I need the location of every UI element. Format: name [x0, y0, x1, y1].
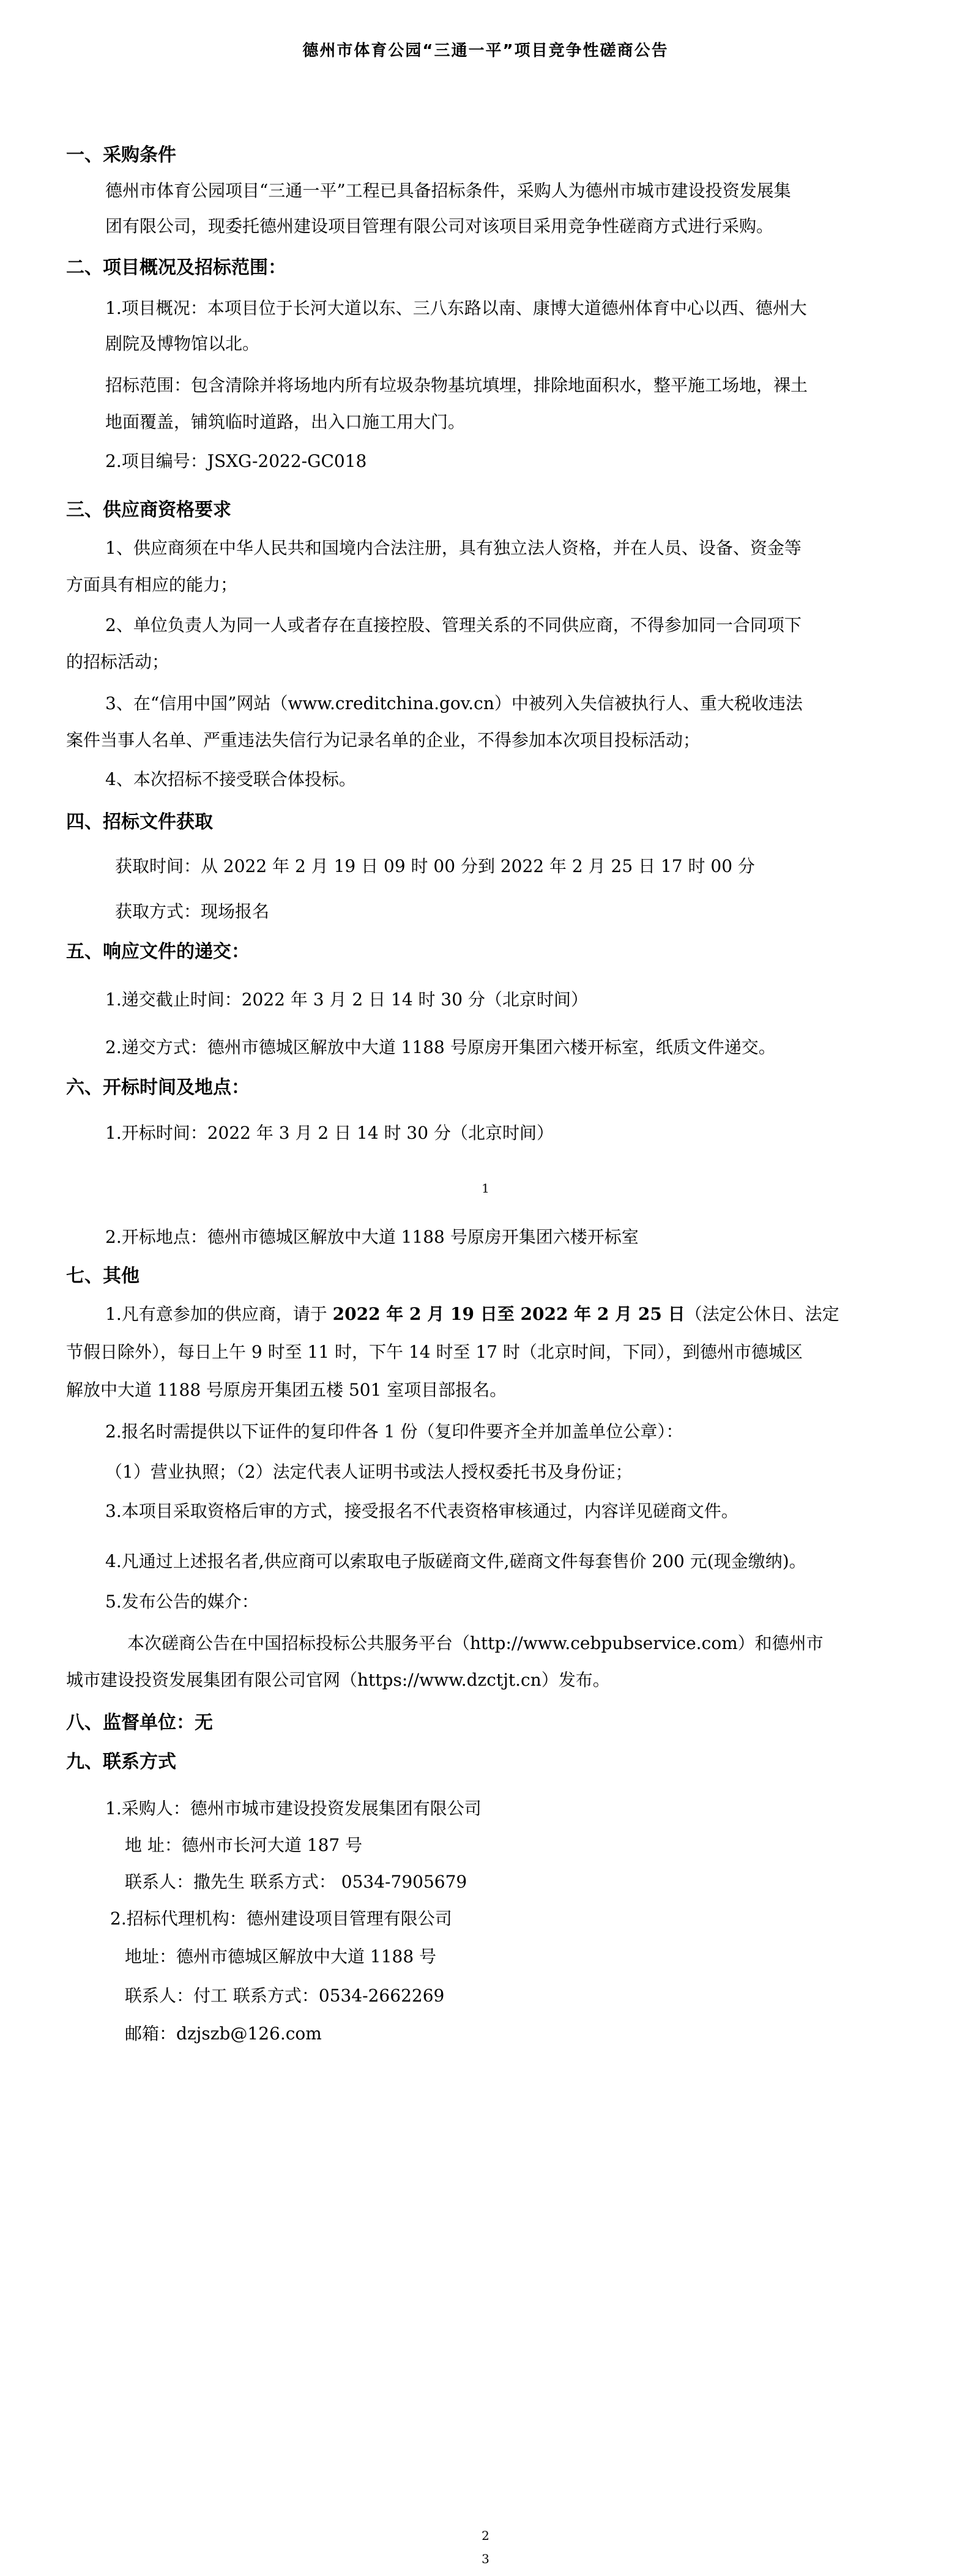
paragraph-line: 4.凡通过上述报名者,供应商可以索取电子版磋商文件,磋商文件每套售价 200 元(现金缴纳)。	[105, 1551, 806, 1571]
agency-contact: 联系人：付工 联系方式：0534-2662269	[125, 1986, 445, 2006]
paragraph-line: 招标范围：包含清除并将场地内所有垃圾杂物基坑填埋，排除地面积水，整平施工场地，裸土	[105, 375, 808, 395]
paragraph-line: （1）营业执照；（2）法定代表人证明书或法人授权委托书及身份证；	[105, 1462, 633, 1482]
agency-address: 地址：德州市德城区解放中大道 1188 号	[125, 1946, 437, 1967]
paragraph-line: 2、单位负责人为同一人或者存在直接控股、管理关系的不同供应商，不得参加同一合同项下	[105, 615, 802, 635]
paragraph-line: 城市建设投资发展集团有限公司官网（https://www.dzctjt.cn）发布。	[66, 1670, 610, 1690]
submission-deadline: 1.递交截止时间：2022 年 3 月 2 日 14 时 30 分（北京时间）	[105, 989, 588, 1010]
heading-procurement-conditions: 一、采购条件	[66, 144, 176, 166]
heading-other: 七、其他	[66, 1265, 140, 1287]
paragraph-line: 2.报名时需提供以下证件的复印件各 1 份（复印件要齐全并加盖单位公章）：	[105, 1421, 683, 1442]
page-number: 3	[482, 2552, 489, 2566]
paragraph-line: 团有限公司，现委托德州建设项目管理有限公司对该项目采用竞争性磋商方式进行采购。	[105, 216, 774, 236]
paragraph-line: 3.本项目采取资格后审的方式，接受报名不代表资格审核通过，内容详见磋商文件。	[105, 1501, 738, 1521]
heading-contact: 九、联系方式	[66, 1751, 176, 1773]
paragraph-line: 方面具有相应的能力；	[66, 575, 238, 595]
heading-supervision: 八、监督单位：无	[66, 1712, 213, 1733]
paragraph-line: 5.发布公告的媒介：	[105, 1591, 259, 1612]
bid-opening-location: 2.开标地点：德州市德城区解放中大道 1188 号原房开集团六楼开标室	[105, 1227, 639, 1247]
paragraph-line: 4、本次招标不接受联合体投标。	[105, 769, 356, 789]
paragraph-line: 本次磋商公告在中国招标投标公共服务平台（http://www.cebpubservice.com）和德州市	[127, 1633, 824, 1653]
paragraph-line: 案件当事人名单、严重违法失信行为记录名单的企业，不得参加本次项目投标活动；	[66, 730, 701, 750]
heading-supplier-qualifications: 三、供应商资格要求	[66, 499, 231, 521]
heading-response-submission: 五、响应文件的递交：	[66, 941, 250, 962]
acquisition-time: 获取时间：从 2022 年 2 月 19 日 09 时 00 分到 2022 年 2 月 25 日 17 时 00 分	[115, 856, 755, 876]
page-title: 德州市体育公园“三通一平”项目竞争性磋商公告	[302, 42, 669, 60]
heading-project-overview: 二、项目概况及招标范围：	[66, 257, 286, 278]
paragraph-line: 剧院及博物馆以北。	[105, 333, 260, 354]
project-number: 2.项目编号：JSXG-2022-GC018	[105, 451, 367, 471]
page-number: 2	[482, 2528, 489, 2543]
agency-email: 邮箱：dzjszb@126.com	[125, 2023, 322, 2044]
paragraph-line: 1、供应商须在中华人民共和国境内合法注册，具有独立法人资格，并在人员、设备、资金等	[105, 538, 802, 558]
submission-method: 2.递交方式：德州市德城区解放中大道 1188 号原房开集团六楼开标室，纸质文件递交。	[105, 1037, 776, 1057]
purchaser-contact: 联系人：撒先生 联系方式： 0534-7905679	[125, 1872, 467, 1892]
registration-period-line: 1.凡有意参加的供应商，请于 2022 年 2 月 19 日至 2022 年 2 月 25 日（法定公休日、法定	[105, 1304, 839, 1324]
paragraph-line: 1.项目概况：本项目位于长河大道以东、三八东路以南、康博大道德州体育中心以西、德州大	[105, 298, 807, 318]
paragraph-line: 3、在“信用中国”网站（www.creditchina.gov.cn）中被列入失信被执行人、重大税收违法	[105, 693, 803, 713]
purchaser: 1.采购人：德州市城市建设投资发展集团有限公司	[105, 1798, 482, 1818]
purchaser-address: 地 址：德州市长河大道 187 号	[125, 1835, 363, 1855]
registration-dates: 2022 年 2 月 19 日至 2022 年 2 月 25 日	[332, 1304, 685, 1324]
paragraph-line: 德州市体育公园项目“三通一平”工程已具备招标条件，采购人为德州市城市建设投资发展集	[105, 181, 791, 201]
paragraph-line: 节假日除外），每日上午 9 时至 11 时，下午 14 时至 17 时（北京时间，下同），到德州市德城区	[66, 1342, 803, 1362]
heading-bid-opening: 六、开标时间及地点：	[66, 1077, 250, 1098]
bid-opening-time: 1.开标时间：2022 年 3 月 2 日 14 时 30 分（北京时间）	[105, 1123, 554, 1143]
paragraph-line: 的招标活动；	[66, 652, 169, 672]
agency: 2.招标代理机构：德州建设项目管理有限公司	[110, 1908, 452, 1929]
page-number: 1	[482, 1181, 489, 1196]
paragraph-line: 地面覆盖，铺筑临时道路，出入口施工用大门。	[105, 412, 466, 432]
heading-document-acquisition: 四、招标文件获取	[66, 811, 213, 833]
acquisition-method: 获取方式：现场报名	[115, 901, 270, 921]
paragraph-line: 解放中大道 1188 号原房开集团五楼 501 室项目部报名。	[66, 1380, 507, 1400]
